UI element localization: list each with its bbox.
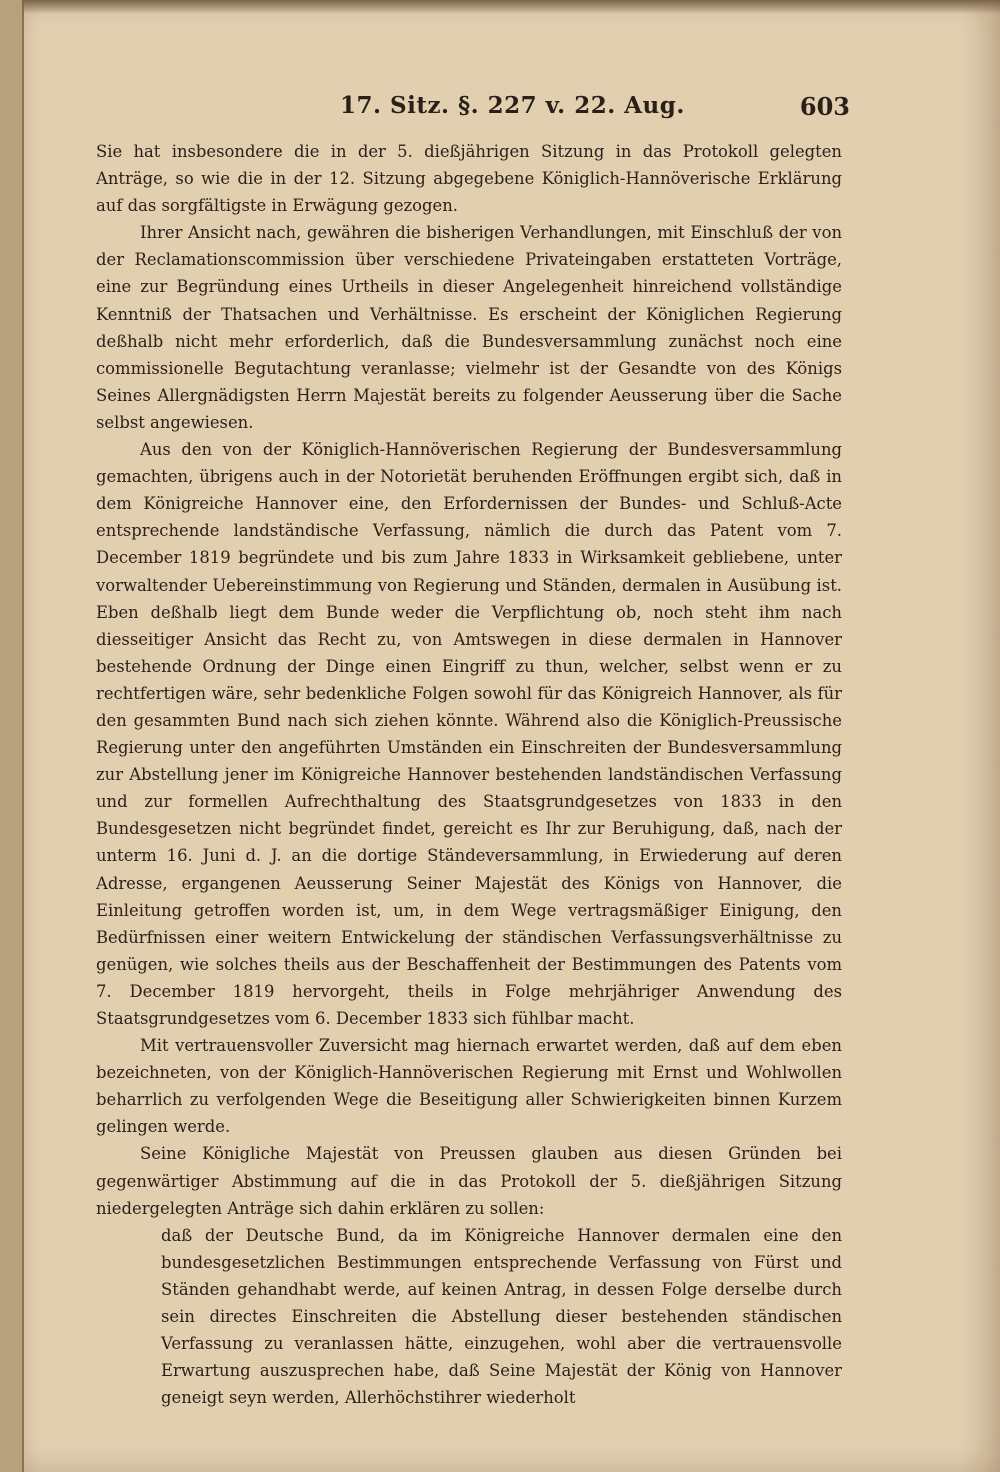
quoted-declaration: daß der Deutsche Bund, da im Königreiche Hannover dermalen eine den bundesgesetzlichen Bestimmungen entsprechende Verfassung von Fürst und Ständen gehandhabt werde, auf keinen Antrag, in dessen Folge derselbe durch sein directes Einschreiten die Abstellung dieser bestehenden ständischen Verfassung zu veranlassen hätte, einzugehen, wohl aber die vertrauensvolle Erwartung auszusprechen habe, daß Seine Majestät der König von Hannover geneigt seyn werden, Allerhöchstihrer wiederholt [161, 1225, 842, 1408]
paragraph: Mit vertrauensvoller Zuversicht mag hiernach erwartet werden, daß auf dem eben bezeichneten, von der Königlich-Hannöverischen Regierung mit Ernst und Wohlwollen beharrlich zu verfolgenden Wege die Beseitigung aller Schwierigkeiten binnen Kurzem gelingen werde. [96, 1036, 842, 1137]
page-gutter [0, 0, 24, 1472]
paragraph: Seine Königliche Majestät von Preussen glauben aus diesen Gründen bei gegenwärtiger Abstimmung auf die in das Protokoll der 5. dießjährigen Sitzung niedergelegten Anträge sich dahin erklären zu sollen: [96, 1144, 842, 1218]
paragraph: Aus den von der Königlich-Hannöverischen Regierung der Bundesversammlung gemachten, übrigens auch in der Notorietät beruhenden Eröffnungen ergibt sich, daß in dem Königreiche Hannover eine, den Erfordernissen der Bundes- und Schluß-Acte entsprechende landständische Verfassung, nämlich die durch das Patent vom 7. December 1819 begründete und bis zum Jahre 1833 in Wirksamkeit gebliebene, unter vorwaltender Uebereinstimmung von Regierung und Ständen, dermalen in Ausübung ist. Eben deßhalb liegt dem Bunde weder die Verpflichtung ob, noch steht ihm nach diesseitiger Ansicht das Recht zu, von Amtswegen in diese dermalen in Hannover bestehende Ordnung der Dinge einen Eingriff zu thun, welcher, selbst wenn er zu rechtfertigen wäre, sehr bedenkliche Folgen sowohl für das Königreich Hannover, als für den gesammten Bund nach sich ziehen könnte. Während also die Königlich-Preussische Regierung unter den angeführten Umständen ein Einschreiten der Bundesversammlung zur Abstellung jener im Königreiche Hannover bestehenden landständischen Verfassung und zur formellen Aufrechthaltung des Staatsgrundgesetzes von 1833 in den Bundesgesetzen nicht begründet findet, gereicht es Ihr zur Beruhigung, daß, nach der unterm 16. Juni d. J. an die dortige Ständeversammlung, in Erwiederung auf deren Adresse, ergangenen Aeusserung Seiner Majestät des Königs von Hannover, die Einleitung getroffen worden ist, um, in dem Wege vertragsmäßiger Einigung, den Bedürfnissen einer weitern Entwickelung der ständischen Verfassungsverhältnisse zu genügen, wie solches theils aus der Beschaffenheit der Bestimmungen des Patents vom 7. December 1819 hervorgeht, theils in Folge mehrjähriger Anwendung des Staatsgrundgesetzes vom 6. December 1833 sich fühlbar macht. [96, 440, 842, 1028]
paragraph: Sie hat insbesondere die in der 5. dießjährigen Sitzung in das Protokoll gelegten Anträge, so wie die in der 12. Sitzung abgegebene Königlich-Hannöverische Erklärung auf das sorgfältigste in Erwägung gezogen. [96, 142, 842, 216]
page-header [90, 92, 850, 126]
paragraph: Ihrer Ansicht nach, gewähren die bisherigen Verhandlungen, mit Einschluß der von der Reclamationscommission über verschiedene Privateingaben erstatteten Vorträge, eine zur Begründung eines Urtheils in dieser Angelegenheit hinreichend vollständige Kenntniß der Thatsachen und Verhältnisse. Es erscheint der Königlichen Regierung deßhalb nicht mehr erforderlich, daß die Bundesversammlung zunächst noch eine commissionelle Begutachtung veranlasse; vielmehr ist der Gesandte von des Königs Seines Allergnädigsten Herrn Majestät bereits zu folgender Aeusserung über die Sache selbst angewiesen. [96, 223, 842, 432]
running-head: 17. Sitz. §. 227 v. 22. Aug. [340, 92, 685, 119]
page-number: 603 [799, 92, 850, 121]
page-body [96, 138, 842, 1411]
page-top-edge [22, 0, 1000, 14]
